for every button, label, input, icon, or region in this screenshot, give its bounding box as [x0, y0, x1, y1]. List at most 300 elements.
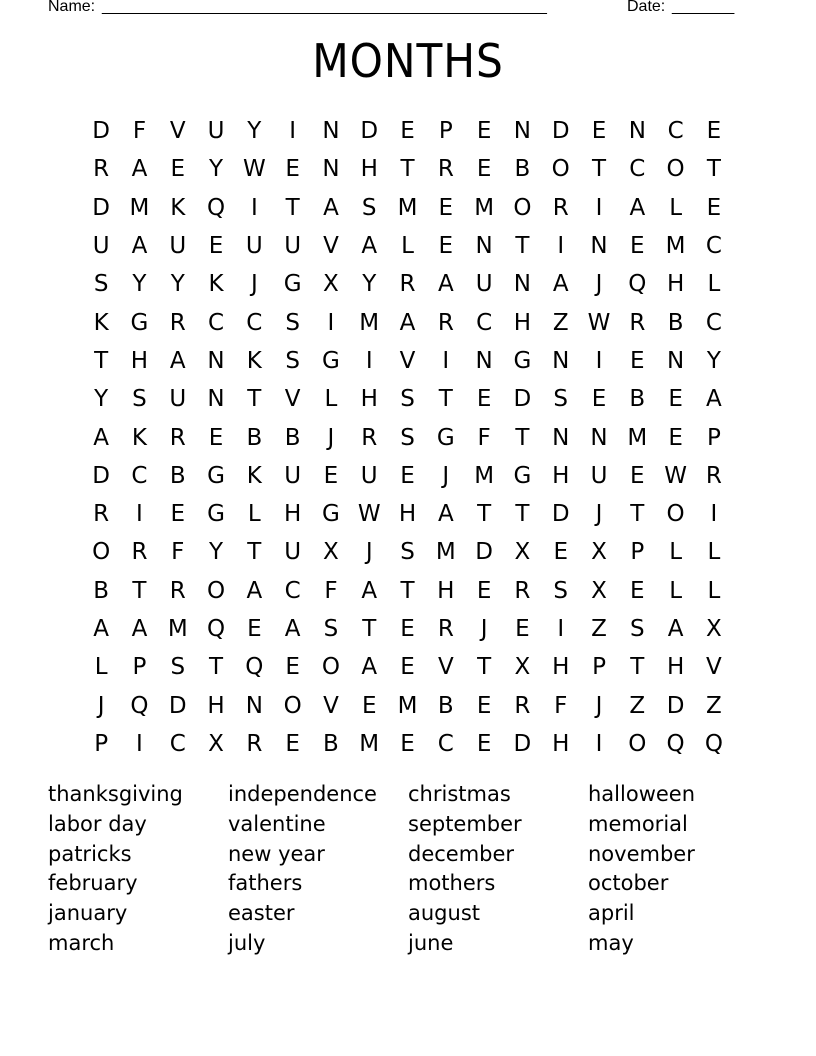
word-list-item: september	[408, 811, 522, 836]
grid-letter: S	[285, 347, 300, 374]
grid-letter: V	[437, 654, 454, 681]
grid-letter: Z	[591, 616, 607, 642]
grid-letter: S	[170, 654, 186, 681]
grid-letter: G	[513, 347, 532, 374]
grid-letter: I	[595, 194, 603, 221]
grid-letter: E	[553, 539, 568, 566]
grid-letter: X	[323, 539, 339, 566]
grid-letter: V	[169, 118, 186, 145]
grid-letter: D	[513, 730, 532, 757]
grid-letter: N	[475, 233, 493, 260]
grid-letter: C	[476, 309, 493, 336]
grid-letter: P	[132, 654, 147, 681]
grid-letter: E	[438, 233, 454, 260]
grid-letter: A	[131, 233, 148, 260]
grid-letter: L	[669, 577, 683, 604]
word-list-item: patricks	[48, 841, 132, 866]
word-list-item: fathers	[228, 871, 303, 896]
grid-letter: X	[706, 616, 722, 642]
word-list-item: mothers	[408, 871, 496, 896]
grid-letter: M	[359, 730, 380, 757]
grid-letter: C	[284, 577, 301, 604]
grid-letter: I	[557, 233, 565, 260]
grid-letter: O	[551, 156, 570, 183]
grid-letter: W	[587, 309, 611, 336]
grid-letter: T	[400, 577, 415, 604]
grid-letter: T	[285, 194, 300, 221]
grid-letter: E	[591, 118, 607, 145]
grid-letter: X	[591, 577, 607, 604]
grid-letter: E	[668, 386, 683, 413]
grid-letter: T	[247, 539, 262, 566]
grid-letter: I	[442, 347, 450, 374]
word-list-item: january	[48, 901, 128, 926]
grid-letter: U	[169, 233, 187, 260]
grid-letter: U	[284, 233, 302, 260]
grid-letter: U	[590, 462, 608, 489]
grid-letter: M	[435, 539, 456, 566]
grid-letter: M	[665, 233, 686, 260]
grid-letter: I	[365, 347, 373, 374]
grid-letter: G	[436, 424, 455, 451]
grid-letter: D	[513, 386, 532, 413]
grid-letter: S	[132, 386, 147, 413]
grid-letter: U	[284, 462, 302, 489]
grid-letter: R	[629, 309, 646, 336]
grid-letter: H	[552, 654, 570, 681]
grid-letter: M	[167, 616, 188, 642]
word-list-item: valentine	[228, 811, 326, 836]
grid-letter: S	[400, 386, 415, 413]
grid-letter: E	[170, 501, 186, 528]
grid-letter: E	[400, 462, 415, 489]
grid-letter: P	[94, 730, 109, 757]
grid-letter: R	[169, 424, 186, 451]
grid-letter: D	[92, 118, 110, 145]
grid-letter: R	[361, 424, 378, 451]
grid-letter: I	[136, 730, 143, 757]
grid-letter: S	[553, 577, 569, 604]
grid-letter: U	[245, 233, 263, 260]
grid-letter: L	[669, 194, 683, 221]
name-label: Name:	[48, 0, 96, 15]
grid-letter: I	[327, 309, 335, 336]
grid-letter: S	[630, 616, 645, 642]
grid-letter: Y	[209, 156, 224, 183]
grid-letter: V	[284, 386, 301, 413]
grid-letter: Q	[206, 194, 226, 221]
grid-letter: J	[480, 616, 488, 642]
grid-letter: D	[551, 501, 570, 528]
grid-letter: M	[129, 194, 150, 221]
grid-letter: K	[131, 424, 147, 451]
grid-letter: F	[324, 577, 338, 604]
grid-letter: I	[289, 118, 297, 145]
grid-letter: E	[706, 194, 722, 221]
grid-letter: F	[132, 118, 147, 145]
grid-letter: A	[169, 347, 186, 374]
grid-letter: T	[477, 501, 492, 528]
grid-letter: G	[130, 309, 149, 336]
grid-letter: H	[552, 730, 570, 757]
grid-letter: B	[323, 730, 339, 757]
grid-letter: R	[514, 692, 531, 719]
grid-letter: Y	[132, 271, 147, 298]
grid-letter: I	[250, 194, 258, 221]
grid-letter: I	[557, 616, 565, 642]
grid-letter: A	[246, 577, 263, 604]
grid-letter: L	[707, 271, 721, 298]
grid-letter: H	[552, 462, 570, 489]
grid-letter: E	[476, 386, 492, 413]
grid-letter: S	[400, 539, 415, 566]
grid-letter: R	[246, 730, 263, 757]
grid-letter: E	[476, 577, 492, 604]
grid-letter: A	[361, 577, 378, 604]
grid-letter: E	[630, 233, 645, 260]
grid-letter: T	[591, 156, 607, 183]
page-title: MONTHS	[312, 34, 504, 88]
word-list-item: june	[408, 930, 454, 955]
grid-letter: D	[92, 194, 110, 221]
grid-letter: W	[664, 462, 687, 489]
grid-letter: E	[285, 654, 300, 681]
grid-letter: B	[437, 692, 454, 719]
grid-letter: T	[362, 616, 377, 642]
grid-letter: P	[630, 539, 645, 566]
grid-letter: A	[399, 309, 416, 336]
grid-letter: O	[206, 577, 226, 604]
grid-letter: Q	[628, 271, 647, 298]
grid-letter: T	[477, 654, 492, 681]
grid-letter: A	[361, 233, 378, 260]
grid-letter: U	[92, 233, 110, 260]
grid-letter: V	[323, 692, 339, 719]
grid-letter: H	[207, 692, 225, 719]
grid-letter: Q	[666, 730, 685, 757]
grid-letter: J	[97, 692, 105, 719]
grid-letter: J	[365, 539, 373, 566]
grid-letter: W	[357, 501, 381, 528]
grid-letter: Q	[245, 654, 264, 681]
grid-letter: Q	[704, 730, 723, 757]
grid-letter: H	[666, 654, 685, 681]
grid-letter: I	[595, 730, 603, 757]
word-list-item: april	[588, 901, 635, 926]
grid-letter: T	[515, 233, 530, 260]
grid-letter: A	[437, 501, 454, 528]
grid-letter: X	[208, 730, 224, 757]
grid-letter: V	[399, 347, 416, 374]
grid-letter: J	[442, 462, 450, 489]
grid-letter: M	[627, 424, 648, 451]
grid-letter: T	[438, 386, 453, 413]
grid-letter: S	[93, 271, 109, 298]
grid-letter: X	[514, 654, 531, 681]
grid-letter: E	[630, 347, 645, 374]
grid-letter: E	[630, 462, 645, 489]
word-list-item: halloween	[588, 782, 696, 806]
grid-letter: C	[705, 309, 722, 336]
grid-letter: R	[437, 616, 454, 642]
grid-letter: A	[131, 616, 148, 642]
grid-letter: J	[250, 271, 258, 298]
grid-letter: L	[324, 386, 338, 413]
grid-letter: T	[400, 156, 415, 183]
grid-letter: T	[515, 501, 530, 528]
word-list-item: november	[588, 841, 695, 866]
grid-letter: K	[246, 462, 262, 489]
grid-letter: A	[361, 654, 378, 681]
grid-letter: R	[131, 539, 148, 566]
grid-letter: I	[710, 501, 718, 528]
grid-letter: H	[513, 309, 532, 336]
grid-letter: S	[361, 194, 377, 221]
grid-letter: M	[397, 692, 418, 719]
grid-letter: H	[130, 347, 149, 374]
grid-letter: F	[171, 539, 185, 566]
grid-letter: C	[208, 309, 225, 336]
grid-letter: L	[401, 233, 414, 260]
grid-letter: Y	[94, 386, 109, 413]
word-list-item: christmas	[408, 782, 511, 806]
grid-letter: R	[437, 156, 454, 183]
grid-letter: C	[437, 730, 454, 757]
grid-letter: M	[474, 462, 495, 489]
grid-letter: B	[667, 309, 684, 336]
word-list-item: october	[588, 871, 669, 896]
grid-letter: N	[513, 118, 532, 145]
grid-letter: N	[322, 156, 340, 183]
grid-letter: O	[628, 730, 647, 757]
grid-letter: T	[209, 654, 224, 681]
grid-letter: V	[706, 654, 722, 681]
grid-letter: R	[169, 309, 186, 336]
grid-letter: E	[706, 118, 722, 145]
word-list-item: independence	[228, 782, 377, 806]
letter-grid	[82, 112, 733, 763]
grid-letter: N	[552, 424, 570, 451]
grid-letter: C	[169, 730, 186, 757]
grid-letter: E	[515, 616, 530, 642]
grid-letter: N	[628, 118, 646, 145]
grid-letter: Y	[247, 118, 262, 145]
grid-letter: N	[475, 347, 493, 374]
grid-letter: S	[285, 309, 300, 336]
name-blank-line: __________________________________________________	[102, 0, 547, 15]
grid-letter: T	[94, 347, 109, 374]
grid-letter: E	[591, 386, 607, 413]
grid-letter: T	[630, 654, 645, 681]
grid-letter: E	[400, 616, 415, 642]
grid-letter: L	[94, 654, 108, 681]
grid-letter: E	[400, 730, 415, 757]
grid-letter: B	[514, 156, 531, 183]
grid-letter: X	[591, 539, 607, 566]
grid-letter: N	[322, 118, 340, 145]
grid-letter: U	[207, 118, 225, 145]
word-list-item: easter	[228, 901, 295, 926]
grid-letter: L	[707, 577, 721, 604]
grid-letter: D	[360, 118, 379, 145]
grid-letter: N	[513, 271, 532, 298]
grid-letter: A	[284, 616, 301, 642]
grid-letter: T	[630, 501, 645, 528]
grid-letter: S	[323, 616, 339, 642]
grid-letter: P	[438, 118, 453, 145]
grid-letter: A	[93, 616, 110, 642]
grid-letter: H	[398, 501, 417, 528]
grid-letter: Q	[206, 616, 226, 642]
grid-letter: R	[399, 271, 416, 298]
grid-letter: N	[245, 692, 263, 719]
word-list-item: thanksgiving	[48, 782, 183, 806]
grid-letter: G	[513, 462, 532, 489]
grid-letter: E	[285, 156, 300, 183]
grid-letter: K	[246, 347, 262, 374]
grid-letter: T	[132, 577, 147, 604]
grid-letter: R	[169, 577, 186, 604]
grid-letter: U	[360, 462, 378, 489]
grid-letter: K	[93, 309, 109, 336]
grid-letter: R	[552, 194, 569, 221]
grid-letter: A	[437, 271, 454, 298]
grid-letter: G	[207, 462, 225, 489]
grid-letter: N	[590, 233, 608, 260]
grid-letter: A	[323, 194, 339, 221]
grid-letter: E	[247, 616, 262, 642]
grid-letter: N	[552, 347, 570, 374]
grid-letter: B	[629, 386, 646, 413]
grid-letter: X	[514, 539, 531, 566]
grid-letter: U	[475, 271, 493, 298]
grid-letter: T	[247, 386, 262, 413]
grid-letter: P	[592, 654, 606, 681]
grid-letter: D	[551, 118, 570, 145]
grid-letter: O	[283, 692, 302, 719]
grid-letter: J	[327, 424, 335, 451]
grid-letter: D	[168, 692, 187, 719]
grid-letter: Y	[706, 347, 721, 374]
grid-letter: R	[705, 462, 722, 489]
grid-letter: B	[93, 577, 110, 604]
grid-letter: E	[400, 118, 415, 145]
grid-letter: S	[400, 424, 415, 451]
grid-letter: E	[476, 692, 492, 719]
grid-letter: I	[595, 347, 603, 374]
grid-letter: E	[668, 424, 683, 451]
grid-letter: G	[322, 501, 340, 528]
grid-letter: A	[706, 386, 722, 413]
date-blank-line: _______	[672, 0, 735, 15]
date-label: Date:	[627, 0, 666, 15]
grid-letter: J	[595, 501, 603, 528]
grid-letter: K	[208, 271, 224, 298]
grid-letter: N	[590, 424, 608, 451]
grid-letter: K	[170, 194, 186, 221]
grid-letter: H	[360, 386, 378, 413]
word-list-item: new year	[228, 841, 325, 866]
grid-letter: R	[93, 501, 110, 528]
grid-letter: Z	[629, 692, 646, 719]
grid-letter: T	[706, 156, 721, 183]
grid-letter: L	[247, 501, 261, 528]
grid-letter: W	[242, 156, 266, 183]
grid-letter: M	[359, 309, 380, 336]
grid-letter: A	[93, 424, 110, 451]
grid-letter: E	[285, 730, 300, 757]
grid-letter: H	[360, 156, 378, 183]
grid-letter: N	[207, 386, 225, 413]
grid-letter: E	[323, 462, 339, 489]
grid-letter: A	[552, 271, 569, 298]
grid-letter: G	[322, 347, 340, 374]
word-list-item: december	[408, 841, 515, 866]
grid-letter: U	[284, 539, 302, 566]
grid-letter: E	[476, 730, 492, 757]
grid-letter: H	[437, 577, 455, 604]
grid-letter: C	[629, 156, 646, 183]
grid-letter: D	[475, 539, 493, 566]
grid-letter: O	[513, 194, 532, 221]
grid-letter: E	[476, 156, 492, 183]
grid-letter: Y	[209, 539, 224, 566]
grid-letter: Q	[130, 692, 149, 719]
grid-letter: Y	[362, 271, 377, 298]
grid-letter: E	[170, 156, 186, 183]
grid-letter: T	[515, 424, 530, 451]
word-list-item: march	[48, 930, 115, 955]
grid-letter: E	[208, 233, 224, 260]
grid-letter: I	[136, 501, 143, 528]
word-list-item: may	[588, 930, 634, 955]
grid-letter: M	[397, 194, 418, 221]
grid-letter: B	[246, 424, 263, 451]
grid-letter: H	[666, 271, 685, 298]
grid-letter: H	[283, 501, 302, 528]
grid-letter: Z	[552, 309, 569, 336]
grid-letter: Z	[706, 692, 722, 719]
grid-letter: A	[629, 194, 646, 221]
grid-letter: E	[361, 692, 377, 719]
grid-letter: F	[477, 424, 491, 451]
grid-letter: N	[207, 347, 225, 374]
grid-letter: N	[666, 347, 685, 374]
grid-letter: M	[474, 194, 495, 221]
grid-letter: F	[554, 692, 568, 719]
word-list-item: memorial	[588, 811, 688, 836]
grid-letter: R	[93, 156, 110, 183]
grid-letter: E	[400, 654, 415, 681]
word-list-item: august	[408, 901, 480, 926]
grid-letter: D	[666, 692, 685, 719]
grid-letter: C	[246, 309, 263, 336]
grid-letter: L	[707, 539, 721, 566]
grid-letter: Y	[170, 271, 185, 298]
grid-letter: S	[553, 386, 569, 413]
grid-letter: C	[705, 233, 722, 260]
grid-letter: A	[131, 156, 148, 183]
grid-letter: O	[92, 539, 111, 566]
grid-letter: C	[667, 118, 684, 145]
grid-letter: A	[667, 616, 684, 642]
grid-letter: E	[438, 194, 454, 221]
word-list-item: labor day	[48, 811, 147, 836]
grid-letter: G	[283, 271, 302, 298]
grid-letter: J	[595, 271, 603, 298]
word-list-item: february	[48, 871, 138, 896]
grid-letter: O	[321, 654, 340, 681]
